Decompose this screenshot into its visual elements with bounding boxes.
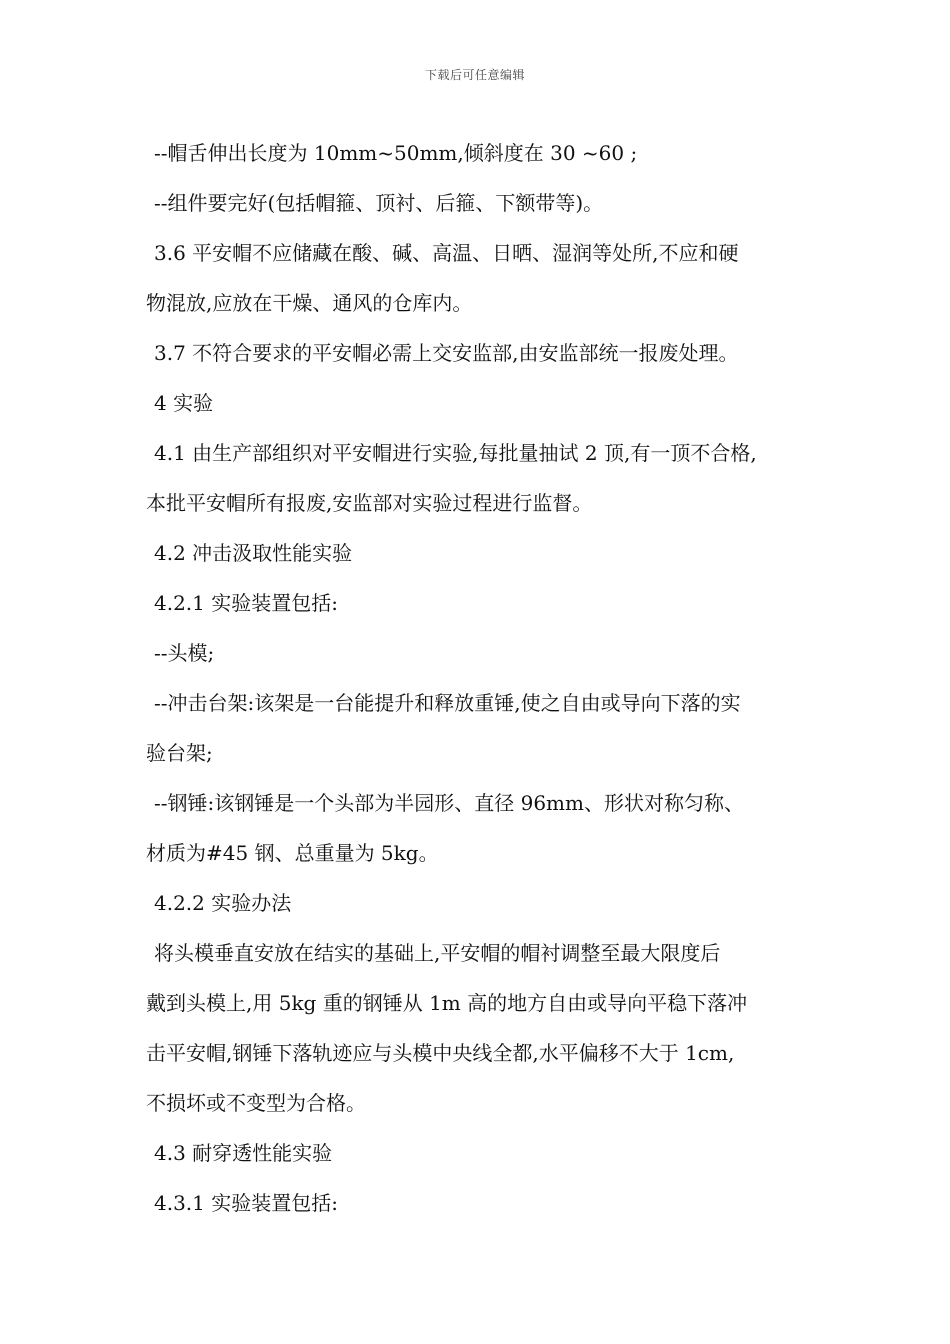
paragraph-line: 3.6 平安帽不应储藏在酸、碱、高温、日晒、湿润等处所,不应和硬 bbox=[154, 241, 739, 265]
subsection-heading: 4.3.1 实验装置包括: bbox=[154, 1191, 338, 1215]
paragraph-line: 不损坏或不变型为合格。 bbox=[146, 1091, 366, 1115]
list-item: --头模; bbox=[154, 641, 215, 665]
paragraph-line: 4.1 由生产部组织对平安帽进行实验,每批量抽试 2 顶,有一顶不合格, bbox=[154, 441, 757, 465]
list-item-continuation: 验台架; bbox=[146, 741, 213, 765]
paragraph-line: --帽舌伸出长度为 10mm~50mm,倾斜度在 30 ~60 ; bbox=[154, 141, 638, 165]
list-item: --冲击台架:该架是一台能提升和释放重锤,使之自由或导向下落的实 bbox=[154, 691, 741, 715]
section-heading: 4 实验 bbox=[154, 391, 214, 415]
list-item: --钢锤:该钢锤是一个头部为半园形、直径 96mm、形状对称匀称、 bbox=[154, 791, 744, 815]
paragraph-line: 将头模垂直安放在结实的基础上,平安帽的帽衬调整至最大限度后 bbox=[154, 941, 721, 965]
section-heading: 4.2 冲击汲取性能实验 bbox=[154, 541, 353, 565]
list-item-continuation: 材质为#45 钢、总重量为 5kg。 bbox=[146, 841, 439, 865]
subsection-heading: 4.2.2 实验办法 bbox=[154, 891, 292, 915]
paragraph-line: 3.7 不符合要求的平安帽必需上交安监部,由安监部统一报废处理。 bbox=[154, 341, 739, 365]
document-body bbox=[146, 128, 814, 1228]
paragraph-line: 击平安帽,钢锤下落轨迹应与头模中央线全都,水平偏移不大于 1cm, bbox=[146, 1041, 735, 1065]
section-heading: 4.3 耐穿透性能实验 bbox=[154, 1141, 333, 1165]
paragraph-line: 本批平安帽所有报废,安监部对实验过程进行监督。 bbox=[146, 491, 593, 515]
paragraph-line: --组件要完好(包括帽箍、顶衬、后箍、下额带等)。 bbox=[154, 191, 604, 215]
page-header: 下载后可任意编辑 bbox=[424, 68, 525, 82]
subsection-heading: 4.2.1 实验装置包括: bbox=[154, 591, 338, 615]
paragraph-line: 物混放,应放在干燥、通风的仓库内。 bbox=[146, 291, 473, 315]
paragraph-line: 戴到头模上,用 5kg 重的钢锤从 1m 高的地方自由或导向平稳下落冲 bbox=[146, 991, 748, 1015]
